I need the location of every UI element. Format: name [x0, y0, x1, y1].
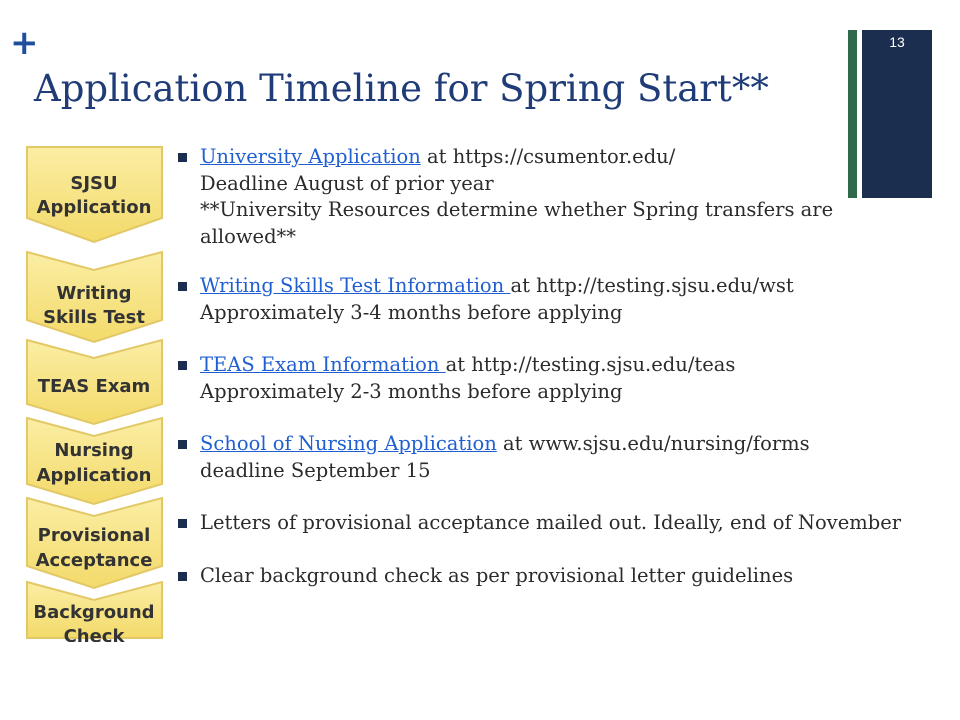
timeline-step-label: Acceptance — [35, 550, 153, 571]
bullet-square-icon — [178, 572, 187, 581]
bullet-detail-text: Approximately 2-3 months before applying — [200, 379, 623, 403]
bullet-detail-text: Approximately 3-4 months before applying — [200, 300, 623, 324]
timeline-step-label: TEAS Exam — [37, 376, 151, 397]
timeline-chevrons — [22, 142, 172, 642]
bullet-provisional-acceptance — [176, 510, 921, 537]
timeline-step-nursing-application — [27, 418, 162, 504]
slide-number: 13 — [889, 34, 905, 50]
bullet-square-icon — [178, 519, 187, 528]
bullet-nursing-application — [176, 431, 921, 484]
bullet-square-icon — [178, 282, 187, 291]
teas-exam-link[interactable]: TEAS Exam Information — [200, 353, 446, 376]
bullet-writing-skills-test — [176, 273, 921, 326]
bullet-text: Letters of provisional acceptance mailed out. Ideally, end of November — [200, 511, 902, 534]
bullet-detail-text: deadline September 15 — [200, 458, 431, 482]
bullet-teas-exam — [176, 352, 921, 405]
timeline-step-writing-skills-test — [27, 252, 162, 342]
bullet-square-icon — [178, 361, 187, 370]
bullet-note-text: **University Resources determine whether Spring transfers are allowed** — [200, 198, 834, 248]
timeline-step-background-check — [27, 582, 162, 642]
plus-symbol: + — [10, 23, 39, 63]
timeline-step-label: Provisional — [37, 525, 151, 546]
bullet-url-text: at http://testing.sjsu.edu/teas — [445, 353, 736, 376]
timeline-step-label: Application — [36, 465, 152, 486]
bullet-background-check — [176, 563, 921, 590]
timeline-step-label: SJSU — [70, 173, 118, 194]
timeline-step-label: Nursing — [54, 440, 134, 461]
bullet-url-text: at www.sjsu.edu/nursing/forms — [496, 432, 810, 455]
timeline-step-label: Background — [33, 602, 155, 623]
bullet-square-icon — [178, 440, 187, 449]
slide-title: Application Timeline for Spring Start** — [34, 67, 769, 110]
timeline-step-label: Check — [63, 626, 125, 642]
bullet-detail-text: Deadline August of prior year — [200, 171, 494, 195]
timeline-step-teas-exam — [27, 340, 162, 424]
timeline-bullet-list — [176, 144, 921, 589]
timeline-step-label: Writing — [56, 283, 132, 304]
timeline-step-sjsu-application — [27, 147, 162, 242]
timeline-step-provisional-acceptance — [27, 498, 162, 588]
bullet-url-text: at http://testing.sjsu.edu/wst — [510, 274, 794, 297]
bullet-text: Clear background check as per provisional letter guidelines — [200, 563, 794, 587]
writing-skills-test-link[interactable]: Writing Skills Test Information — [200, 274, 511, 297]
nursing-application-link[interactable]: School of Nursing Application — [200, 432, 497, 455]
bullet-square-icon — [178, 153, 187, 162]
timeline-step-label: Application — [36, 197, 152, 218]
timeline-step-label: Skills Test — [43, 307, 145, 328]
bullet-university-application — [176, 144, 921, 250]
university-application-link[interactable]: University Application — [200, 145, 421, 168]
bullet-url-text: at https://csumentor.edu/ — [420, 145, 676, 168]
